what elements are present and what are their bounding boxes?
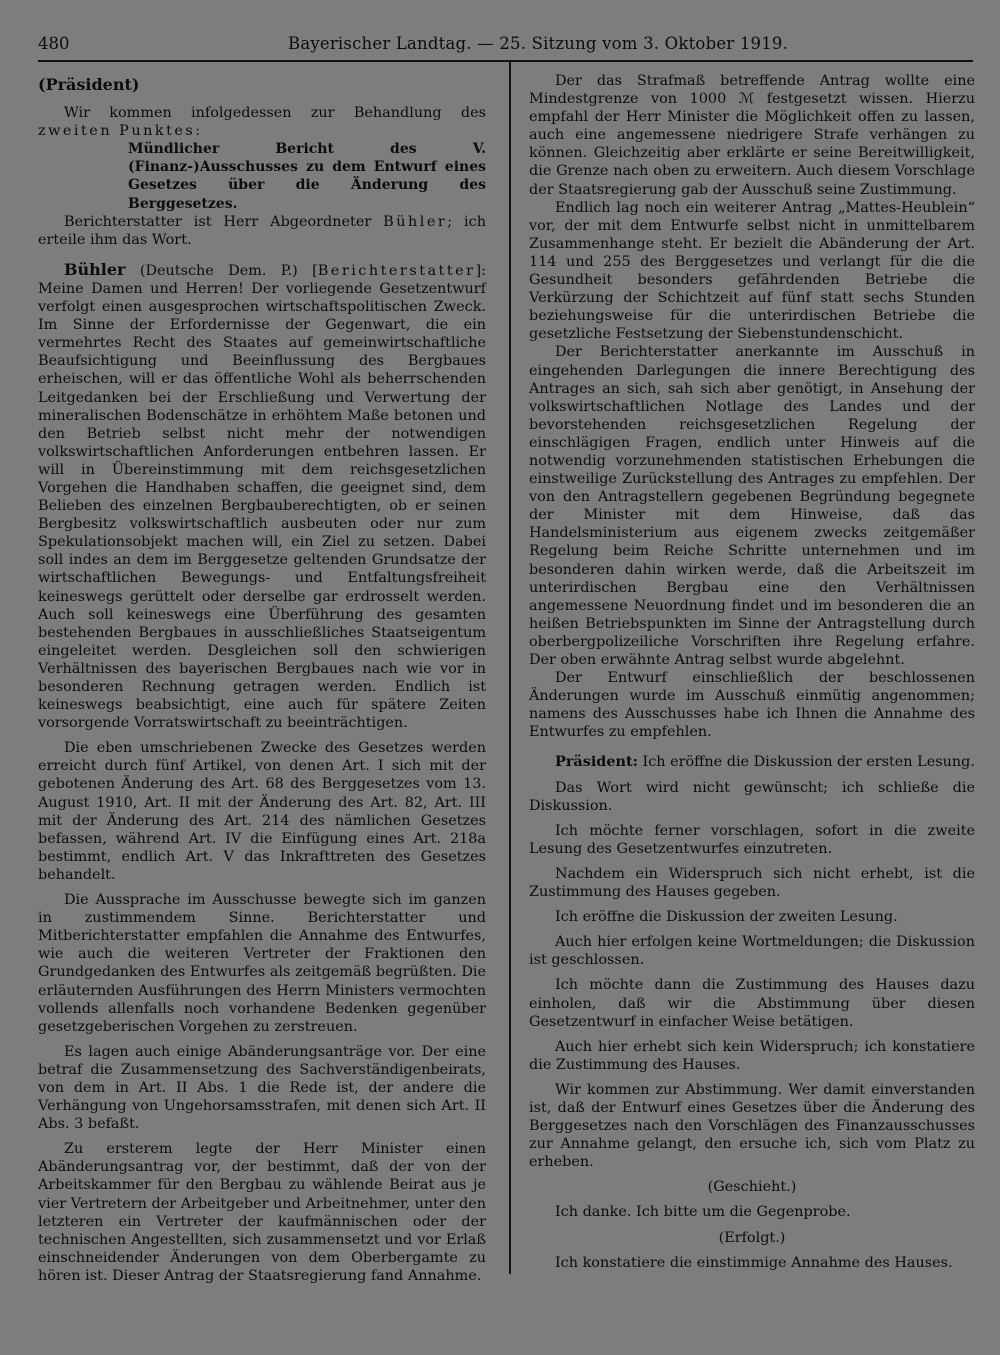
page-header: [38, 32, 973, 62]
paragraph: Ich danke. Ich bitte um die Gegenprobe.: [555, 1204, 851, 1221]
paragraph: Das Wort wird nicht gewünscht; ich schließe die Diskussion.: [529, 779, 975, 814]
page-number: 480: [38, 34, 70, 53]
paragraph: Ich konstatiere die einstimmige Annahme des Hauses.: [555, 1254, 953, 1271]
text-run: ]: Meine Damen und Herren! Der vorliegende Gesetzentwurf verfolgt einen ausgesprochen wirtschaftspolitischen Zweck. Im Sinne der Erfordernisse der Gegenwart, die ein vermehrtes Recht des Staates auf gemeinwirtschaftliche Beaufsichtigung und Beeinflussung des Bergbaues erheischen, will er das öffentliche Wohl als beherrschenden Leitgedanken bei der Erschließung und Verwertung der mineralischen Bodenschätze in erhöhtem Maße betonen und den Betrieb selbst nicht mehr der notwendigen volkswirtschaftlichen Anforderungen entbehren lassen. Er will in Übereinstimmung mit dem reichsgesetzlichen Vorgehen die Handhaben schaffen, die geeignet sind, dem Belieben des einzelnen Bergbauberechtigten, ob er seinen Bergbesitz volkswirtschaftlich ausbeuten oder nur zum Spekulationsobjekt machen will, ein Ziel zu setzen. Dabei soll indes an dem im Berggesetze geltenden Grundsatze der wirtschaftlichen Bewegungs- und Entfaltungsfreiheit keineswegs gerüttelt oder derselbe gar erdrosselt werden. Auch soll keineswegs eine Überführung des gesamten bestehenden Bergbaues in ausschließliches Staatseigentum eingeleitet werden. Desgleichen soll den schwierigen Verhältnissen des bayerischen Bergbaues nach wie vor in besonderen Rechnung getragen werden. Endlich ist keineswegs beabsichtigt, eine auch für spätere Zeiten vorsorgende Vorratswirtschaft zu beeinträchtigen.: [38, 262, 486, 732]
stage-direction: (Geschieht.): [707, 1179, 797, 1196]
agenda-item: Mündlicher Bericht des V. (Finanz-)Ausschusses zu dem Entwurf eines Gesetzes über die Änderung des Berggesetzes.: [128, 141, 486, 212]
right-column: [529, 72, 975, 1272]
paragraph: Ich möchte dann die Zustimmung des Hauses dazu einholen, daß wir die Abstimmung über diesen Gesetzentwurf in einfacher Weise betätigen.: [529, 977, 975, 1030]
paragraph: Die Aussprache im Ausschusse bewegte sich im ganzen in zustimmendem Sinne. Berichterstatter und Mitberichterstatter empfahlen die Annahme des Entwurfes, wie auch die weiteren Vertreter der Fraktionen den Grundgedanken des Entwurfes als zeitgemäß begrüßten. Die erläuternden Ausführungen des Herrn Ministers vermochten vollends allenfalls noch vorhandene Bedenken gegenüber gesetzgeberischen Vorgehen zu zerstreuen.: [38, 892, 486, 1035]
paragraph: Der Berichterstatter anerkannte im Ausschuß in eingehenden Darlegungen die innere Berechtigung des Antrages an sich, sah sich aber genötigt, in Ansehung der volkswirtschaftlichen Notlage des Landes und der bevorstehenden reichsgesetzlichen Regelung der einschlägigen Fragen, endlich unter Hinweis auf die notwendig vorzunehmenden statistischen Erhebungen die einstweilige Zurückstellung des Antrages zu empfehlen. Der von den Antragstellern gegebenen Begründung begegnete der Minister mit dem Hinweise, daß das Handelsministerium aus eigenem zwecks zeitgemäßer Regelung beim Reiche Schritte unternehmen und im besonderen dahin wirken werde, daß die Arbeitszeit im unterirdischen Bergbau eine den Verhältnissen angemessene Neuordnung findet und im besonderen die an heißen Betriebspunkten im Sinne der Antragstellung durch oberbergpolizeiliche Vorschriften ihre Regelung erfahre. Der oben erwähnte Antrag selbst wurde abgelehnt.: [529, 344, 975, 668]
speech-paragraph: [529, 753, 975, 771]
paragraph: [38, 213, 486, 249]
speaker-name: Präsident:: [555, 753, 638, 771]
paragraph: Es lagen auch einige Abänderungsanträge vor. Der eine betraf die Zusammensetzung des Sachverständigenbeirats, von dem in Art. II Abs. 1 die Rede ist, der andere die Verhängung von Ungehorsamsstrafen, mit denen sich Art. II Abs. 3 befaßt.: [38, 1043, 486, 1133]
running-title: Bayerischer Landtag. — 25. Sitzung vom 3. Oktober 1919.: [288, 34, 789, 53]
paragraph: Ich eröffne die Diskussion der zweiten Lesung.: [555, 909, 898, 926]
paragraph: Endlich lag noch ein weiterer Antrag „Mattes-Heublein“ vor, der mit dem Entwurfe selbst nicht in unmittelbarem Zusammenhange steht. Er bezielt die Abänderung der Art. 114 und 255 des Berggesetzes und verlangt für die die Gesundheit besonders gefährdenden Betriebe die Verkürzung der Schichtzeit auf fünf statt sechs Stunden beziehungsweise für die unterirdischen Betriebe die gesetzliche Festsetzung der Siebenstundenschicht.: [529, 199, 975, 343]
paragraph: Auch hier erfolgen keine Wortmeldungen; die Diskussion ist geschlossen.: [529, 934, 975, 969]
speaker-label: (Präsident): [38, 75, 140, 94]
column-divider: [509, 62, 511, 1274]
text-run: Wir kommen infolgedessen zur Behandlung des: [64, 105, 486, 122]
paragraph: [38, 104, 486, 140]
text-run: Ich eröffne die Diskussion der ersten Lesung.: [637, 754, 975, 771]
text-run: Berichterstatter ist Herr Abgeordneter: [64, 213, 384, 230]
speaker-name: Bühler: [64, 259, 126, 279]
paragraph: Die eben umschriebenen Zwecke des Gesetzes werden erreicht durch fünf Artikel, von denen Art. I sich mit der gebotenen Änderung des Art. 68 des Berggesetzes vom 13. August 1910, Art. II mit der Änderung des Art. 82, Art. III mit der Änderung des Art. 214 des nämlichen Gesetzes befassen, während Art. IV die Einfügung eines Art. 218a bestimmt, endlich Art. V das Inkrafttreten des Gesetzes behandelt.: [38, 740, 486, 883]
spaced-text: Berichterstatter: [317, 262, 476, 279]
text-run: (Deutsche Dem. P.) [: [125, 262, 318, 279]
spaced-text: zweiten Punktes: [38, 123, 196, 140]
text-run: ; ich erteile ihm das Wort.: [38, 213, 486, 248]
paragraph: Ich möchte ferner vorschlagen, sofort in die zweite Lesung des Gesetzentwurfes einzutreten.: [529, 822, 975, 857]
paragraph: Nachdem ein Widerspruch sich nicht erhebt, ist die Zustimmung des Hauses gegeben.: [529, 865, 975, 901]
paragraph: Zu ersterem legte der Herr Minister einen Abänderungsantrag vor, der bestimmt, daß der von der Arbeitskammer für den Bergbau zu wählende Beirat aus je vier Vertretern der Arbeitgeber und Arbeitnehmer, unter den letzteren ein Vertreter der kaufmännischen oder der technischen Angestellten, sich zusammensetzt und vor Erlaß einschneidender Änderungen von dem Oberbergamte zu hören ist. Dieser Antrag der Staatsregierung fand Annahme.: [38, 1141, 486, 1284]
left-column: [38, 72, 486, 1285]
stage-direction: (Erfolgt.): [718, 1229, 786, 1246]
spaced-text: Bühler: [383, 213, 448, 230]
paragraph: Der Entwurf einschließlich der beschlossenen Änderungen wurde im Ausschuß einmütig angenommen; namens des Ausschusses habe ich Ihnen die Annahme des Entwurfes zu empfehlen.: [529, 670, 975, 741]
paragraph: Der das Strafmaß betreffende Antrag wollte eine Mindestgrenze von 1000 ℳ festgesetzt wissen. Hierzu empfahl der Herr Minister die Möglichkeit offen zu lassen, auch eine angemessene niedrigere Strafe verhängen zu können. Gleichzeitig aber erklärte er seine Bereitwilligkeit, die Grenze nach oben zu erweitern. Auch diesem Vorschlage der Staatsregierung gab der Ausschuß seine Zustimmung.: [529, 73, 975, 198]
speech-paragraph: [38, 261, 486, 732]
text-run: :: [195, 123, 201, 140]
paragraph: Wir kommen zur Abstimmung. Wer damit einverstanden ist, daß der Entwurf eines Gesetzes über die Änderung des Berggesetzes nach den Vorschlägen des Finanzausschusses zur Annahme gelangt, den ersuche ich, sich vom Platz zu erheben.: [529, 1081, 975, 1171]
paragraph: Auch hier erhebt sich kein Widerspruch; ich konstatiere die Zustimmung des Hauses.: [529, 1038, 975, 1073]
